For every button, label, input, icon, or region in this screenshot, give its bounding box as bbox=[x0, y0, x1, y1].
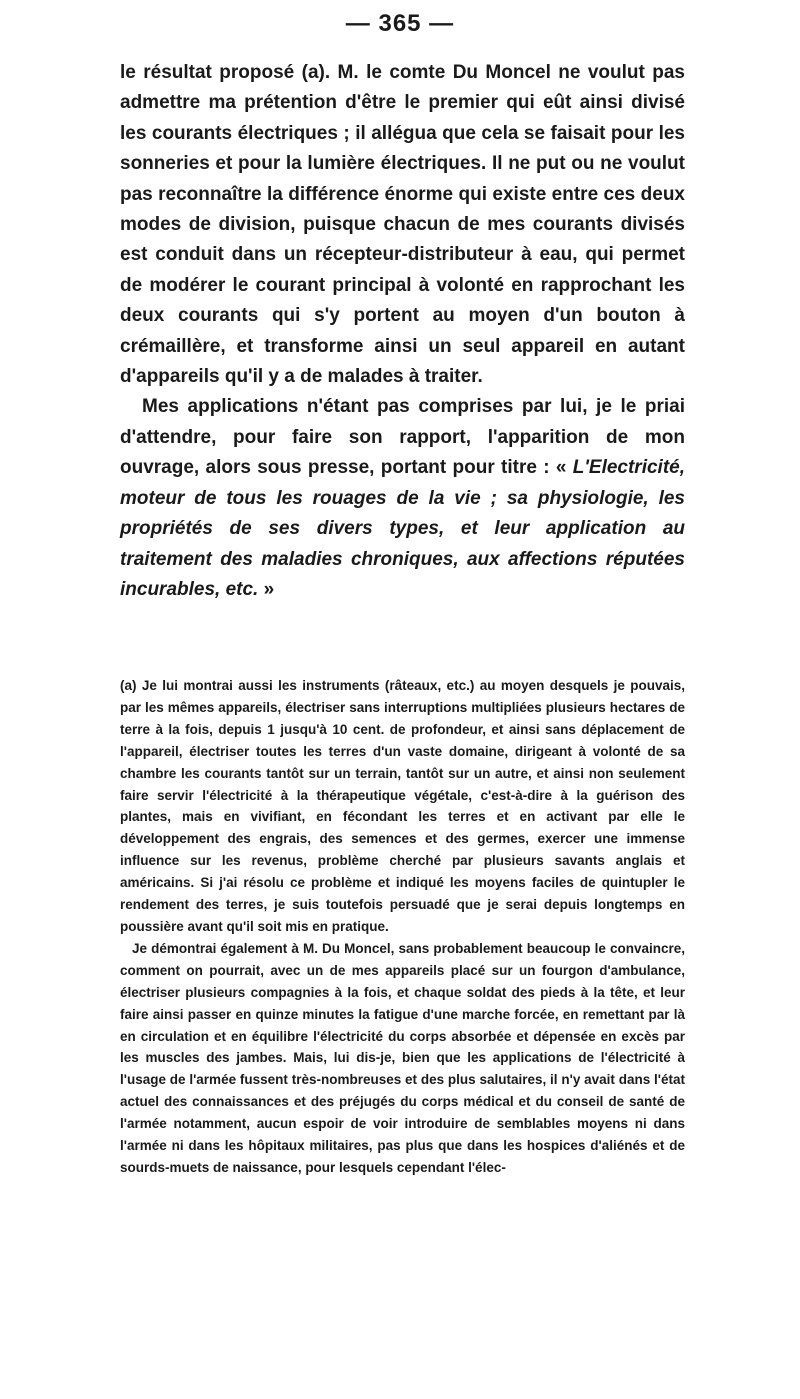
footnote-continuation: Je démontrai également à M. Du Moncel, sans probablement beaucoup le convaincre, comment on pourrait, avec un de mes appareils placé sur un fourgon d'ambulance, électriser plusieurs compagnies à la fois, et chaque soldat des pieds à la tête, et leur faire ainsi passer en quinze minutes la fatigue d'une marche forcée, en remettant par là en circulation et en équilibre l'électricité du corps absorbée et dépensée en excès par les muscles des jambes. Mais, lui dis-je, bien que les applications de l'électricité à l'usage de l'armée fussent très-nombreuses et des plus salutaires, il n'y avait dans l'état actuel des connaissances et des préjugés du corps médical et du conseil de santé de l'armée notamment, aucun espoir de voir introduire de semblables moyens ni dans l'armée ni dans les hôpitaux militaires, pas plus que dans les hospices d'aliénés et de sourds-muets de naissance, pour lesquels cependant l'élec- bbox=[120, 940, 685, 1175]
paragraph-1: le résultat proposé (a). M. le comte Du Moncel ne voulut pas admettre ma prétention d'être le premier qui eût ainsi divisé les courants électriques ; il allégua que cela se faisait pour les sonneries et pour la lumière électriques. Il ne put ou ne voulut pas reconnaître la différence énorme qui existe entre ces deux modes de division, puisque chacun de mes courants divisés est conduit dans un récepteur-distributeur à eau, qui permet de modérer le courant principal à volonté en rapprochant les deux courants qui s'y portent au moyen d'un bouton à crémaillère, et transforme ainsi un seul appareil en autant d'appareils qu'il y a de malades à traiter. bbox=[120, 62, 685, 388]
book-title: L'Electricité, moteur de tous les rouages de la vie ; sa physiologie, les propriétés de ses divers types, et leur application au traitement des maladies chroniques, aux affections réputées incurables, etc. bbox=[120, 457, 685, 600]
footnote-a: (a) Je lui montrai aussi les instruments (râteaux, etc.) au moyen desquels je pouvais, par les mêmes appareils, électriser sans interruptions multipliées plusieurs hectares de terre à la fois, depuis 1 jusqu'à 10 cent. de profondeur, et ainsi sans déplacement de l'appareil, électriser toutes les terres d'un vaste domaine, dirigeant à volonté de sa chambre les courants tantôt sur un terrain, tantôt sur un autre, et ainsi non seulement faire servir l'électricité à la thérapeutique végétale, c'est-à-dire à la guérison des plantes, mais en vivifiant, en fécondant les terres et en activant par elle le développement des engrais, des semences et des germes, exercer une immense influence sur les revenus, problème cherché par plusieurs savants anglais et américains. Si j'ai résolu ce problème et indiqué les moyens faciles de quintupler le rendement des terres, je suis toutefois persuadé que je serai depuis longtemps en poussière avant qu'il soit mis en pratique. bbox=[120, 678, 685, 934]
paragraph-2-end: » bbox=[258, 578, 275, 600]
main-text bbox=[120, 58, 685, 605]
footnotes bbox=[120, 675, 685, 1179]
page-number: — 365 — bbox=[345, 10, 455, 37]
paragraph-2-start: Mes applications n'étant pas comprises par lui, je le priai d'attendre, pour faire son rapport, l'apparition de mon ouvrage, alors sous presse, portant pour titre : « bbox=[120, 396, 685, 479]
paragraph-2 bbox=[120, 392, 685, 605]
